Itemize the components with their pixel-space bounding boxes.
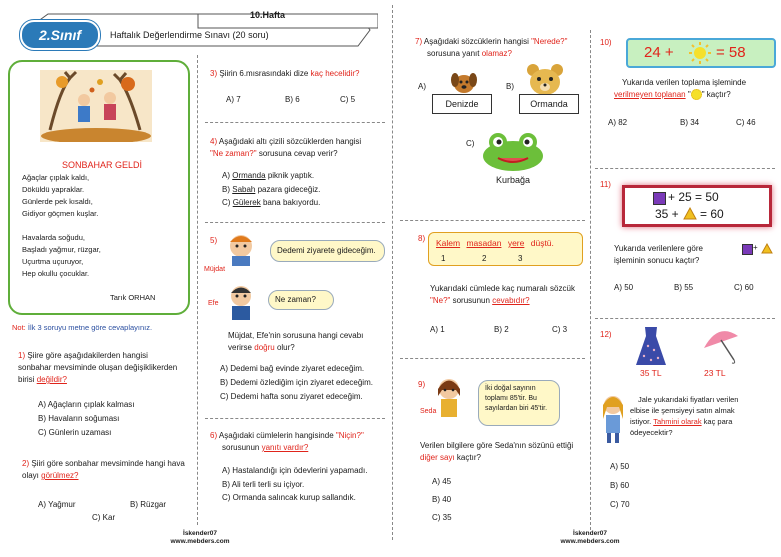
q11-eq1: + 25 = 50 [668, 190, 719, 204]
q1-line3a: birisi [18, 375, 35, 384]
q10-right: = 58 [716, 44, 746, 61]
q12-option-c[interactable]: C) 70 [610, 500, 630, 509]
q11-line2: işleminin sonucu kaçtır? [614, 256, 700, 265]
q4-option-b[interactable] [222, 185, 320, 194]
q5-name2: Efe [208, 300, 219, 307]
q5-bubble1: Dedemi ziyarete gideceğim. [270, 240, 385, 262]
q7-option-a-letter[interactable]: A) [418, 82, 426, 91]
q8-line2a: "Ne?" [430, 296, 451, 305]
q10-line2c: " kaçtır? [701, 90, 731, 99]
square-icon [653, 192, 666, 205]
q1-line1: Şiire göre aşağıdakilerden hangisi [27, 351, 148, 360]
hline-left-1 [205, 122, 385, 123]
umbrella-icon [700, 328, 740, 364]
footer-left [150, 530, 250, 546]
q8-word1: Kalem [436, 238, 461, 248]
q10-number: 10) [600, 38, 612, 47]
q6-option-c[interactable]: C) Ormanda salıncak kurup sallandık. [222, 493, 356, 502]
q9-name: Seda [420, 408, 437, 415]
q1-option-a[interactable]: A) Ağaçların çıplak kalması [38, 400, 135, 409]
q1-number: 1) [18, 351, 26, 360]
q3-text2: kaç hecelidir? [310, 69, 360, 78]
dress-icon [634, 326, 668, 366]
poem-author: Tarık ORHAN [110, 293, 156, 302]
q10-left: 24 + [644, 44, 674, 61]
q11-option-b[interactable]: B) 55 [674, 283, 694, 292]
q12-stem [630, 394, 780, 438]
q3-option-b[interactable]: B) 6 [285, 95, 300, 104]
q7-line2a: sorusuna yanıt [427, 49, 480, 58]
q11-option-c[interactable]: C) 60 [734, 283, 754, 292]
triangle-icon-small [761, 243, 773, 254]
q12-line1: Jale yukarıdaki fiyatları verilen [638, 395, 739, 404]
q9-line1: Verilen bilgilere göre Seda'nın sözünü ettiği [420, 441, 574, 450]
plus-sign: + [753, 243, 758, 252]
q11-line1: Yukarıda verilenlere göre [614, 244, 703, 253]
q9-stem [420, 440, 590, 464]
q6-option-a[interactable]: A) Hastalandığı için ödevlerini yapamadı. [222, 466, 368, 475]
note [12, 323, 152, 332]
poem-line: Ağaçlar çıplak kaldı, [22, 173, 90, 182]
q7-number: 7) [415, 37, 423, 46]
q10-line1: Yukarıda verilen toplama işleminde [622, 78, 747, 87]
q5-line2b: doğru [254, 343, 275, 352]
q1-option-b[interactable]: B) Havaların soğuması [38, 414, 120, 423]
footer-left-site: www.mebders.com [170, 538, 230, 545]
poem-line: Günlerde pek kısaldı, [22, 197, 93, 206]
footer-right-author: İskender07 [573, 530, 607, 537]
q4-a-letter: A) [222, 171, 230, 180]
poem-line: Başladı yağmur, rüzgar, [22, 245, 101, 254]
q6-line2b: yanıtı vardır? [261, 443, 309, 452]
q1-option-c[interactable]: C) Günlerin uzaması [38, 428, 112, 437]
q7-line2b: olamaz? [481, 49, 512, 58]
poem-title: SONBAHAR GELDİ [62, 160, 143, 170]
q4-b-word: Sabah [232, 185, 256, 194]
q4-line2b: sorusuna cevap verir? [258, 149, 338, 158]
square-icon-small [742, 244, 753, 255]
hline-c-1 [400, 220, 585, 221]
q4-c-letter: C) [222, 198, 231, 207]
q4-b-letter: B) [222, 185, 230, 194]
q8-line2b: sorusunun [452, 296, 490, 305]
question-2 [22, 458, 197, 482]
q7-option-a[interactable]: Denizde [432, 94, 492, 114]
divider-center [392, 5, 393, 540]
q5-number: 5) [210, 236, 218, 245]
q12-line4: ödeyecektir? [630, 428, 673, 437]
q2-option-c[interactable]: C) Kar [92, 513, 116, 522]
q5-line1: Müjdat, Efe'nin sorusuna hangi cevabı [228, 331, 364, 340]
dog-icon [448, 66, 480, 94]
question-3 [210, 68, 359, 80]
q9-bubble: İki doğal sayının toplamı 85'tir. Bu sayılardan biri 45'tir. [478, 380, 560, 426]
q10-option-a[interactable]: A) 82 [608, 118, 628, 127]
question-4 [210, 136, 390, 160]
q4-option-c[interactable] [222, 198, 320, 207]
q8-number: 8) [418, 234, 426, 243]
q4-line2a: "Ne zaman?" [210, 149, 257, 158]
q7-line1a: Aşağıdaki sözcüklerin hangisi [423, 37, 529, 46]
q6-line1b: "Niçin?" [335, 431, 364, 440]
q8-num2: 2 [482, 254, 487, 263]
frog-icon [478, 130, 548, 172]
triangle-icon [683, 207, 697, 220]
q5-name1: Müjdat [204, 266, 226, 273]
exam-title: Haftalık Değerlendirme Sınavı (20 soru) [110, 30, 269, 40]
q12-number: 12) [600, 330, 612, 339]
q3-option-c[interactable]: C) 5 [340, 95, 356, 104]
q6-line2a: sorusunun [222, 443, 260, 452]
q8-sentence [436, 238, 554, 248]
hline-c-2 [400, 358, 585, 359]
q4-b-rest: pazara gideceğiz. [257, 185, 321, 194]
q9-option-b[interactable]: B) 40 [432, 495, 452, 504]
hline-left-3 [205, 418, 385, 419]
q5-option-a[interactable]: A) Dedemi bağ evinde ziyaret edeceğim. [220, 364, 365, 373]
poem-stanza-1 [22, 172, 98, 220]
q4-option-a[interactable] [222, 171, 314, 180]
q10-option-c[interactable]: C) 46 [736, 118, 756, 127]
girl-seda-icon [432, 376, 466, 420]
q9-option-c[interactable]: C) 35 [432, 513, 452, 522]
footer-right-site: www.mebders.com [560, 538, 620, 545]
q8-stem [430, 283, 590, 307]
q7-option-b-letter[interactable]: B) [506, 82, 514, 91]
q5-stem [228, 330, 388, 354]
grade-badge: 2.Sınıf [20, 20, 100, 50]
divider-right [590, 30, 591, 530]
q8-word3: yere [507, 238, 525, 248]
q9-line2b: kaçtır? [456, 453, 481, 462]
poem-line: Uçurtma uçuruyor, [22, 257, 84, 266]
q12-price1: 35 TL [640, 368, 662, 378]
hline-r-1 [595, 168, 775, 169]
q7-option-c-letter[interactable]: C) [466, 139, 475, 148]
q2-number: 2) [22, 459, 30, 468]
q2-option-b[interactable]: B) Rüzgar [130, 500, 167, 509]
q8-word4: düştü. [530, 238, 554, 248]
sun-icon [688, 42, 712, 64]
q6-number: 6) [210, 431, 218, 440]
q5-line2a: verirse [228, 343, 253, 352]
note-label: Not: [12, 323, 26, 332]
q4-a-rest: piknik yaptık. [267, 171, 315, 180]
q3-text1: Şiirin 6.mısrasındaki dize [219, 69, 309, 78]
q11-option-a[interactable]: A) 50 [614, 283, 634, 292]
sun-icon-small [691, 89, 702, 100]
note-text: İlk 3 soruyu metne göre cevaplayınız. [27, 323, 153, 332]
q6-line1a: Aşağıdaki cümlelerin hangisinde [218, 431, 334, 440]
q12-option-a[interactable]: A) 50 [610, 462, 630, 471]
q5-option-b[interactable]: B) Dedemi özlediğim için ziyaret edeceğim. [220, 378, 373, 387]
q8-word2: masadan [466, 238, 502, 248]
q8-num3: 3 [518, 254, 523, 263]
q8-option-a[interactable]: A) 1 [430, 325, 445, 334]
q7-option-c[interactable]: Kurbağa [492, 175, 534, 185]
question-1 [18, 350, 193, 386]
q12-line3c: kaç para [703, 417, 733, 426]
boy-efe-icon [224, 283, 258, 321]
q9-line2a: diğer sayı [420, 453, 455, 462]
q11-stem [614, 243, 734, 267]
q10-option-b[interactable]: B) 34 [680, 118, 700, 127]
q12-price2: 23 TL [704, 368, 726, 378]
girl-jale-icon [598, 393, 628, 445]
footer-right [540, 530, 640, 546]
q4-c-rest: bana bakıyordu. [262, 198, 321, 207]
q10-line2a: verilmeyen toplanan [614, 90, 686, 99]
poem-line: Gidiyor göçmen kuşlar. [22, 209, 99, 218]
q4-number: 4) [210, 137, 218, 146]
q12-line2: elbise ile şemsiyeyi satın almak [630, 406, 735, 415]
q2-line2a: olayı [22, 471, 39, 480]
q8-option-b[interactable]: B) 2 [494, 325, 509, 334]
q10-line2b: " [687, 90, 691, 99]
autumn-kids-image [40, 70, 152, 142]
q12-option-b[interactable]: B) 60 [610, 481, 630, 490]
q10-stem [614, 77, 779, 101]
q11-eq2a: 35 + [655, 207, 679, 221]
q4-a-word: Ormanda [232, 171, 266, 180]
q2-option-a[interactable]: A) Yağmur [38, 500, 76, 509]
q5-option-c[interactable]: C) Dedemi hafta sonu ziyaret edeceğim. [220, 392, 363, 401]
poem-stanza-2 [22, 232, 101, 280]
boy-mujdat-icon [224, 232, 258, 266]
poem-line: Havalarda soğudu, [22, 233, 85, 242]
q8-line1: Yukarıdaki cümlede kaç numaralı sözcük [430, 284, 575, 293]
poem-line: Hep okullu çocuklar. [22, 269, 90, 278]
q12-line3: istiyor. [630, 417, 652, 426]
q9-option-a[interactable]: A) 45 [432, 477, 452, 486]
q12-line3b: Tahmini olarak [653, 417, 702, 426]
q9-number: 9) [418, 380, 426, 389]
q2-line2b: görülmez? [41, 471, 79, 480]
q7-option-b[interactable]: Ormanda [519, 94, 579, 114]
q8-num1: 1 [441, 254, 446, 263]
q1-line3b: değildir? [36, 375, 67, 384]
q3-option-a[interactable]: A) 7 [226, 95, 241, 104]
q2-line1: Şiiri göre sonbahar mevsiminde hangi hava [31, 459, 185, 468]
bear-icon [525, 62, 565, 96]
q7-line1b: "Nerede?" [531, 37, 568, 46]
week-label: 10.Hafta [250, 10, 286, 20]
q8-line2c: cevabıdır? [492, 296, 530, 305]
q1-line2: sonbahar mevsiminde oluşan değişiklikerden [18, 363, 178, 372]
q5-line2c: olur? [276, 343, 295, 352]
q6-option-b[interactable]: B) Ali terli terli su içiyor. [222, 480, 305, 489]
q11-eq2b: = 60 [700, 207, 724, 221]
hline-r-2 [595, 318, 775, 319]
q8-option-c[interactable]: C) 3 [552, 325, 568, 334]
question-7 [415, 36, 590, 60]
poem-line: Döküldü yapraklar. [22, 185, 85, 194]
q11-number: 11) [600, 180, 611, 189]
hline-left-2 [205, 222, 385, 223]
q4-line1: Aşağıdaki altı çizili sözcüklerden hangisi [218, 137, 362, 146]
q4-c-word: Gülerek [232, 198, 261, 207]
divider-left [197, 55, 198, 525]
q5-bubble2: Ne zaman? [268, 290, 334, 310]
question-6 [210, 430, 390, 454]
q3-number: 3) [210, 69, 218, 78]
footer-left-author: İskender07 [183, 530, 217, 537]
